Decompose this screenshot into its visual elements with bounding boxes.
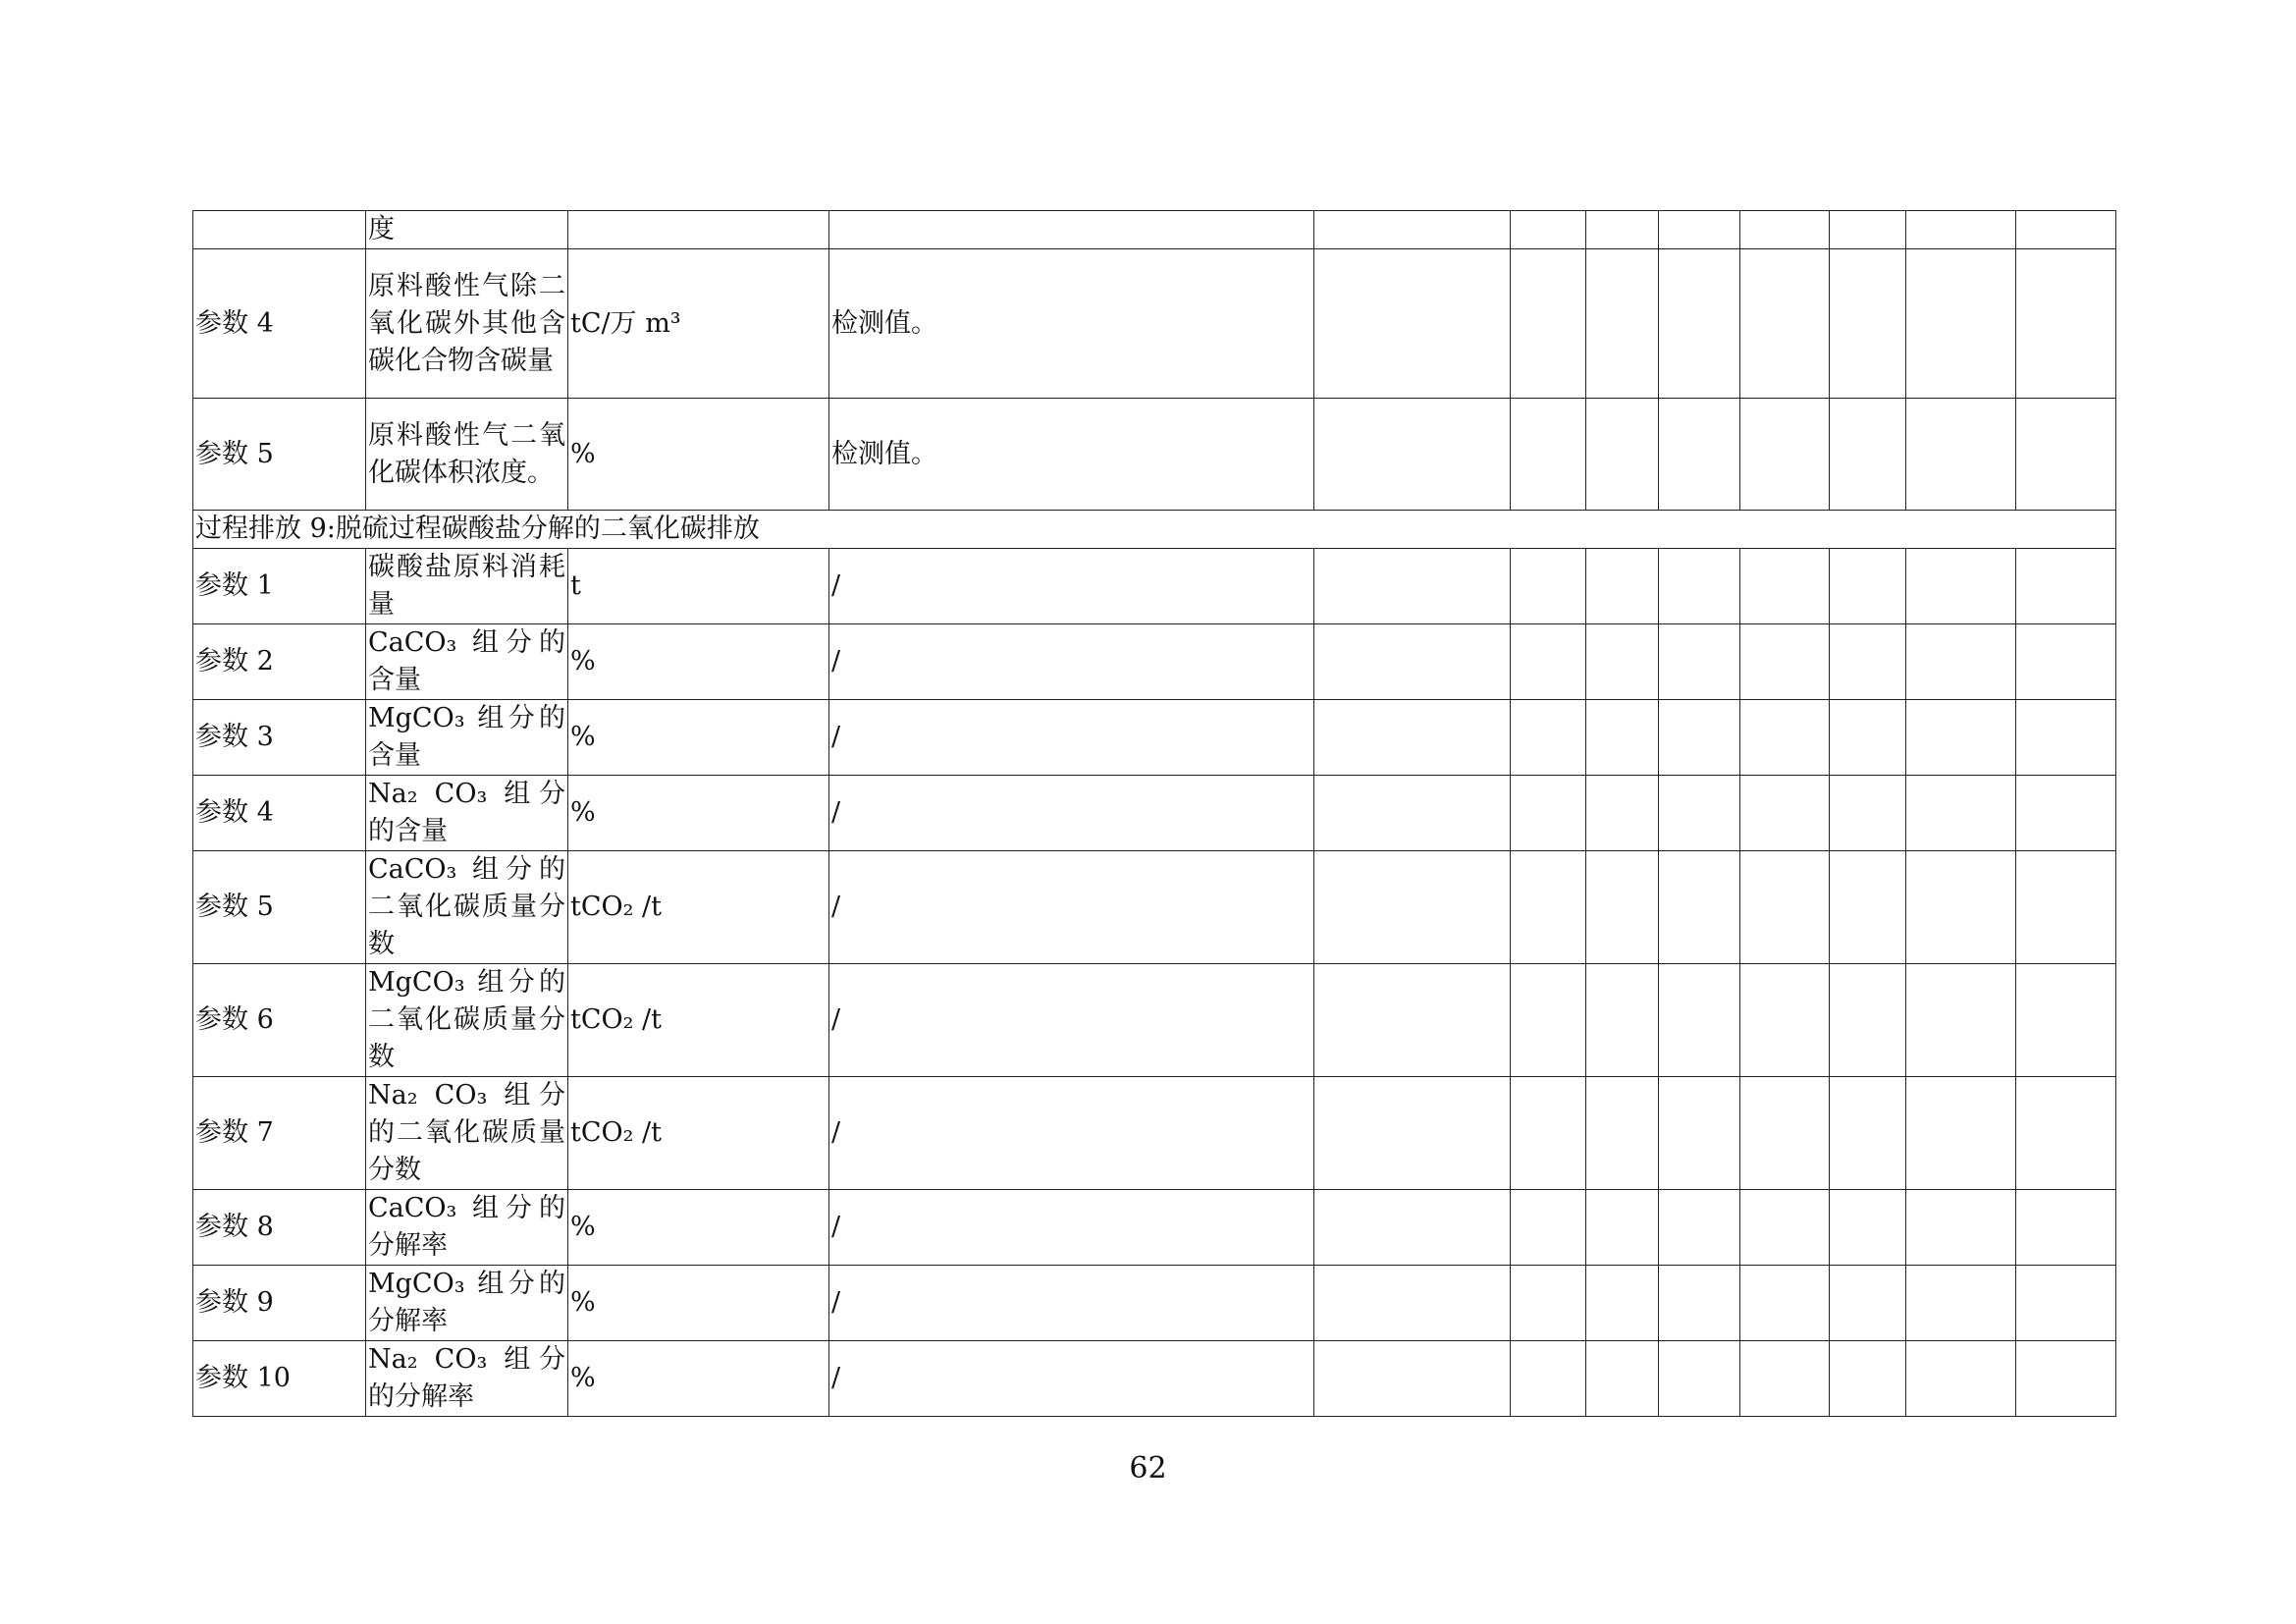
empty-cell	[1659, 1077, 1740, 1190]
empty-cell	[1586, 1190, 1659, 1266]
unit-cell: tCO₂ /t	[568, 851, 829, 964]
method-cell: /	[829, 700, 1314, 776]
empty-cell	[1830, 624, 1906, 700]
method-cell: /	[829, 1190, 1314, 1266]
name-cell: 碳酸盐原料消耗量	[366, 549, 568, 624]
empty-cell	[1511, 964, 1586, 1077]
empty-cell	[1740, 1266, 1830, 1341]
empty-cell	[1740, 851, 1830, 964]
empty-cell	[1511, 399, 1586, 511]
parameter-table	[192, 210, 2116, 1417]
empty-cell	[1830, 1266, 1906, 1341]
name-cell: CaCO₃ 组分的含量	[366, 624, 568, 700]
empty-cell	[2016, 549, 2116, 624]
empty-cell	[2016, 851, 2116, 964]
empty-cell	[1906, 624, 2016, 700]
empty-cell	[1659, 1266, 1740, 1341]
empty-cell	[1511, 851, 1586, 964]
param-cell: 参数 2	[193, 624, 366, 700]
empty-cell	[1314, 399, 1511, 511]
method-cell: /	[829, 549, 1314, 624]
empty-cell	[2016, 399, 2116, 511]
param-cell: 参数 6	[193, 964, 366, 1077]
empty-cell	[2016, 624, 2116, 700]
unit-cell: %	[568, 1266, 829, 1341]
unit-cell: tCO₂ /t	[568, 964, 829, 1077]
name-cell: 度	[366, 211, 568, 249]
name-cell: MgCO₃ 组分的分解率	[366, 1266, 568, 1341]
empty-cell	[2016, 1077, 2116, 1190]
unit-cell: %	[568, 624, 829, 700]
empty-cell	[1659, 624, 1740, 700]
empty-cell	[1830, 249, 1906, 399]
empty-cell	[1740, 624, 1830, 700]
empty-cell	[1740, 1341, 1830, 1417]
empty-cell	[1906, 249, 2016, 399]
empty-cell	[1740, 700, 1830, 776]
empty-cell	[1659, 1190, 1740, 1266]
method-cell: /	[829, 964, 1314, 1077]
table-row	[193, 211, 2116, 249]
empty-cell	[1830, 1077, 1906, 1190]
empty-cell	[1659, 700, 1740, 776]
param-cell: 参数 4	[193, 776, 366, 851]
param-cell	[193, 211, 366, 249]
empty-cell	[1830, 964, 1906, 1077]
empty-cell	[1740, 1190, 1830, 1266]
unit-cell: %	[568, 1190, 829, 1266]
empty-cell	[2016, 964, 2116, 1077]
empty-cell	[1906, 399, 2016, 511]
name-cell: Na₂ CO₃ 组分的分解率	[366, 1341, 568, 1417]
empty-cell	[1740, 249, 1830, 399]
method-cell: /	[829, 851, 1314, 964]
empty-cell	[2016, 1341, 2116, 1417]
empty-cell	[1830, 549, 1906, 624]
name-cell: Na₂ CO₃ 组分的含量	[366, 776, 568, 851]
param-cell: 参数 1	[193, 549, 366, 624]
empty-cell	[1906, 776, 2016, 851]
unit-cell: %	[568, 1341, 829, 1417]
empty-cell	[1314, 700, 1511, 776]
empty-cell	[1659, 851, 1740, 964]
empty-cell	[1659, 549, 1740, 624]
empty-cell	[2016, 249, 2116, 399]
table-row	[193, 399, 2116, 511]
empty-cell	[1830, 1341, 1906, 1417]
empty-cell	[1314, 1266, 1511, 1341]
param-cell: 参数 10	[193, 1341, 366, 1417]
empty-cell	[1314, 549, 1511, 624]
empty-cell	[1906, 700, 2016, 776]
empty-cell	[1906, 1077, 2016, 1190]
name-cell: MgCO₃ 组分的含量	[366, 700, 568, 776]
param-cell: 参数 5	[193, 399, 366, 511]
unit-cell: %	[568, 776, 829, 851]
table-row	[193, 1266, 2116, 1341]
empty-cell	[1740, 399, 1830, 511]
empty-cell	[1586, 776, 1659, 851]
param-cell: 参数 5	[193, 851, 366, 964]
table-row	[193, 964, 2116, 1077]
empty-cell	[1830, 1190, 1906, 1266]
empty-cell	[2016, 211, 2116, 249]
empty-cell	[2016, 1190, 2116, 1266]
empty-cell	[1314, 249, 1511, 399]
empty-cell	[1586, 851, 1659, 964]
unit-cell: t	[568, 549, 829, 624]
page-number: 62	[1129, 1451, 1167, 1486]
name-cell: CaCO₃ 组分的分解率	[366, 1190, 568, 1266]
empty-cell	[1586, 249, 1659, 399]
empty-cell	[1659, 964, 1740, 1077]
empty-cell	[1659, 776, 1740, 851]
method-cell: 检测值。	[829, 399, 1314, 511]
empty-cell	[2016, 1266, 2116, 1341]
empty-cell	[1830, 776, 1906, 851]
table-row	[193, 549, 2116, 624]
unit-cell: %	[568, 700, 829, 776]
empty-cell	[1830, 399, 1906, 511]
empty-cell	[1906, 964, 2016, 1077]
name-cell: Na₂ CO₃ 组分的二氧化碳质量分数	[366, 1077, 568, 1190]
name-cell: CaCO₃ 组分的二氧化碳质量分数	[366, 851, 568, 964]
empty-cell	[1511, 211, 1586, 249]
empty-cell	[1659, 399, 1740, 511]
empty-cell	[1586, 624, 1659, 700]
table-row	[193, 249, 2116, 399]
section-header-row	[193, 511, 2116, 549]
empty-cell	[1586, 1266, 1659, 1341]
empty-cell	[1511, 249, 1586, 399]
method-cell: /	[829, 1077, 1314, 1190]
empty-cell	[1586, 211, 1659, 249]
empty-cell	[1740, 549, 1830, 624]
empty-cell	[1740, 211, 1830, 249]
empty-cell	[1314, 1190, 1511, 1266]
empty-cell	[1659, 249, 1740, 399]
empty-cell	[1830, 700, 1906, 776]
param-cell: 参数 7	[193, 1077, 366, 1190]
table-row	[193, 700, 2116, 776]
empty-cell	[2016, 776, 2116, 851]
empty-cell	[1314, 624, 1511, 700]
empty-cell	[1830, 851, 1906, 964]
empty-cell	[1314, 1077, 1511, 1190]
empty-cell	[1906, 1266, 2016, 1341]
table-row	[193, 776, 2116, 851]
empty-cell	[1314, 1341, 1511, 1417]
empty-cell	[1740, 964, 1830, 1077]
empty-cell	[1314, 851, 1511, 964]
empty-cell	[1906, 851, 2016, 964]
empty-cell	[1906, 211, 2016, 249]
empty-cell	[1586, 549, 1659, 624]
empty-cell	[1511, 1266, 1586, 1341]
empty-cell	[1511, 776, 1586, 851]
method-cell	[829, 211, 1314, 249]
param-cell: 参数 9	[193, 1266, 366, 1341]
empty-cell	[2016, 700, 2116, 776]
unit-cell: %	[568, 399, 829, 511]
method-cell: 检测值。	[829, 249, 1314, 399]
table-row	[193, 624, 2116, 700]
empty-cell	[1511, 1077, 1586, 1190]
empty-cell	[1586, 399, 1659, 511]
empty-cell	[1586, 1341, 1659, 1417]
empty-cell	[1314, 211, 1511, 249]
param-cell: 参数 3	[193, 700, 366, 776]
method-cell: /	[829, 776, 1314, 851]
empty-cell	[1659, 1341, 1740, 1417]
section-title: 过程排放 9:脱硫过程碳酸盐分解的二氧化碳排放	[193, 511, 2116, 549]
empty-cell	[1511, 1341, 1586, 1417]
method-cell: /	[829, 1341, 1314, 1417]
unit-cell: tC/万 m³	[568, 249, 829, 399]
empty-cell	[1511, 624, 1586, 700]
param-cell: 参数 8	[193, 1190, 366, 1266]
empty-cell	[1906, 1190, 2016, 1266]
empty-cell	[1511, 1190, 1586, 1266]
empty-cell	[1740, 776, 1830, 851]
empty-cell	[1586, 1077, 1659, 1190]
method-cell: /	[829, 624, 1314, 700]
empty-cell	[1906, 1341, 2016, 1417]
empty-cell	[1586, 700, 1659, 776]
empty-cell	[1830, 211, 1906, 249]
table-row	[193, 851, 2116, 964]
empty-cell	[1314, 776, 1511, 851]
empty-cell	[1314, 964, 1511, 1077]
name-cell: 原料酸性气二氧化碳体积浓度。	[366, 399, 568, 511]
unit-cell: tCO₂ /t	[568, 1077, 829, 1190]
empty-cell	[1511, 700, 1586, 776]
name-cell: 原料酸性气除二氧化碳外其他含碳化合物含碳量	[366, 249, 568, 399]
param-cell: 参数 4	[193, 249, 366, 399]
unit-cell	[568, 211, 829, 249]
table-row	[193, 1190, 2116, 1266]
empty-cell	[1740, 1077, 1830, 1190]
empty-cell	[1659, 211, 1740, 249]
table-row	[193, 1341, 2116, 1417]
empty-cell	[1511, 549, 1586, 624]
table-row	[193, 1077, 2116, 1190]
method-cell: /	[829, 1266, 1314, 1341]
empty-cell	[1586, 964, 1659, 1077]
empty-cell	[1906, 549, 2016, 624]
name-cell: MgCO₃ 组分的二氧化碳质量分数	[366, 964, 568, 1077]
